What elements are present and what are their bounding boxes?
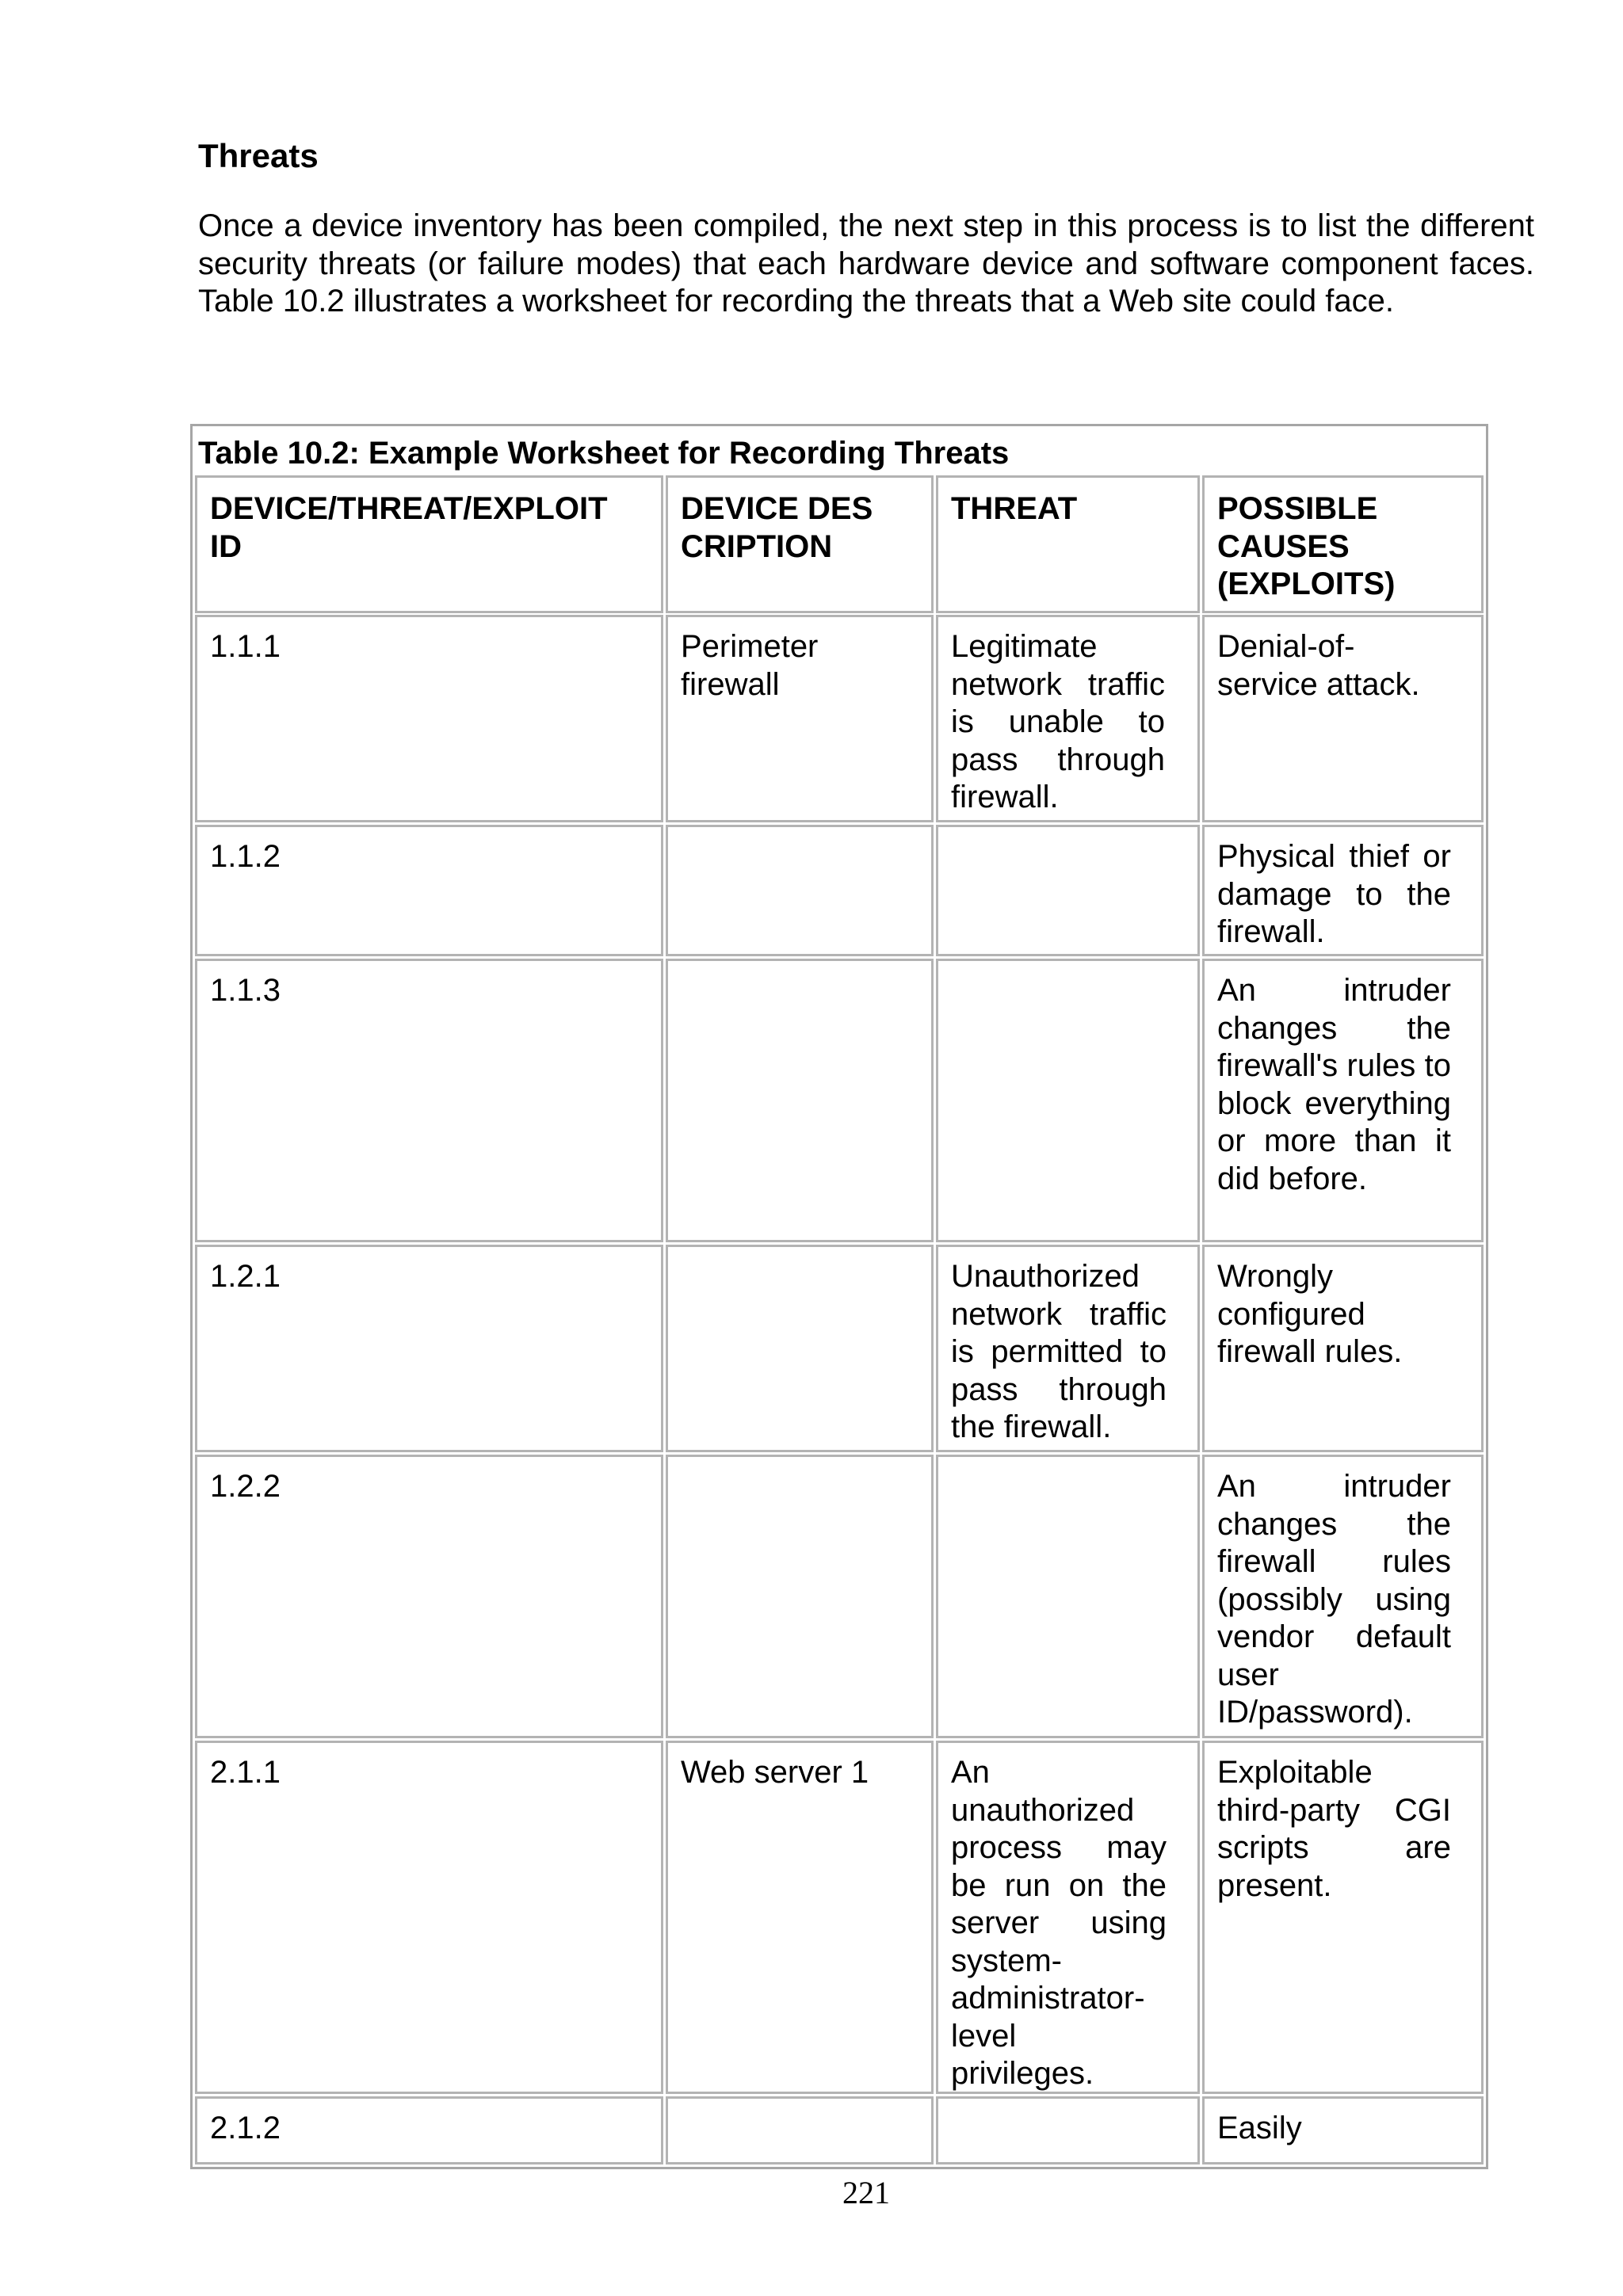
table-cell-threat: Legitimate network traffic is unable to pass through firewall. (936, 615, 1200, 822)
table-cell-id: 2.1.1 (195, 1741, 663, 2094)
column-header-device: DEVICE DESCRIPTION (666, 475, 934, 613)
table-cell-device: Web server 1 (666, 1741, 934, 2094)
table-cell-causes: An intruder changes the firewall rules (possibly using vendor default user ID/password). (1202, 1455, 1484, 1738)
table-cell-threat (936, 959, 1200, 1242)
column-header-causes: POSSIBLE CAUSES (EXPLOITS) (1202, 475, 1484, 613)
table-cell-threat: Unauthorized network traffic is permitted to pass through the firewall. (936, 1245, 1200, 1452)
table-cell-device (666, 2096, 934, 2164)
table-cell-causes: Physical thief or damage to the firewall. (1202, 825, 1484, 956)
table-cell-id: 2.1.2 (195, 2096, 663, 2164)
table-cell-causes: Denial-of-service attack. (1202, 615, 1484, 822)
table-cell-id: 1.1.2 (195, 825, 663, 956)
table-caption: Table 10.2: Example Worksheet for Recording Threats (198, 436, 1010, 471)
table-cell-causes: Wrongly configured firewall rules. (1202, 1245, 1484, 1452)
intro-paragraph: Once a device inventory has been compiled, the next step in this process is to list the different security threats (or failure modes) that each hardware device and software component faces. Table 10.2 illustrates a worksheet for recording the threats that a Web site could face. (198, 208, 1534, 318)
page-number: 221 (842, 2175, 890, 2210)
table-cell-id: 1.1.3 (195, 959, 663, 1242)
table-cell-causes: Exploitable third-party CGI scripts are present. (1202, 1741, 1484, 2094)
table-cell-threat (936, 825, 1200, 956)
table-cell-id: 1.2.1 (195, 1245, 663, 1452)
table-cell-device (666, 959, 934, 1242)
table-cell-causes: An intruder changes the firewall's rules to block everything or more than it did before. (1202, 959, 1484, 1242)
column-header-id: DEVICE/THREAT/EXPLOIT ID (195, 475, 663, 613)
table-cell-threat (936, 2096, 1200, 2164)
table-cell-threat: An unauthorized process may be run on the server using system-administrator-level privileges. (936, 1741, 1200, 2094)
table-cell-threat (936, 1455, 1200, 1738)
table-cell-device (666, 1245, 934, 1452)
table-cell-device: Perimeter firewall (666, 615, 934, 822)
section-heading: Threats (198, 137, 319, 174)
table-cell-causes: Easily (1202, 2096, 1484, 2164)
table-cell-device (666, 1455, 934, 1738)
table-cell-id: 1.1.1 (195, 615, 663, 822)
table-cell-device (666, 825, 934, 956)
column-header-threat: THREAT (936, 475, 1200, 613)
table-cell-id: 1.2.2 (195, 1455, 663, 1738)
